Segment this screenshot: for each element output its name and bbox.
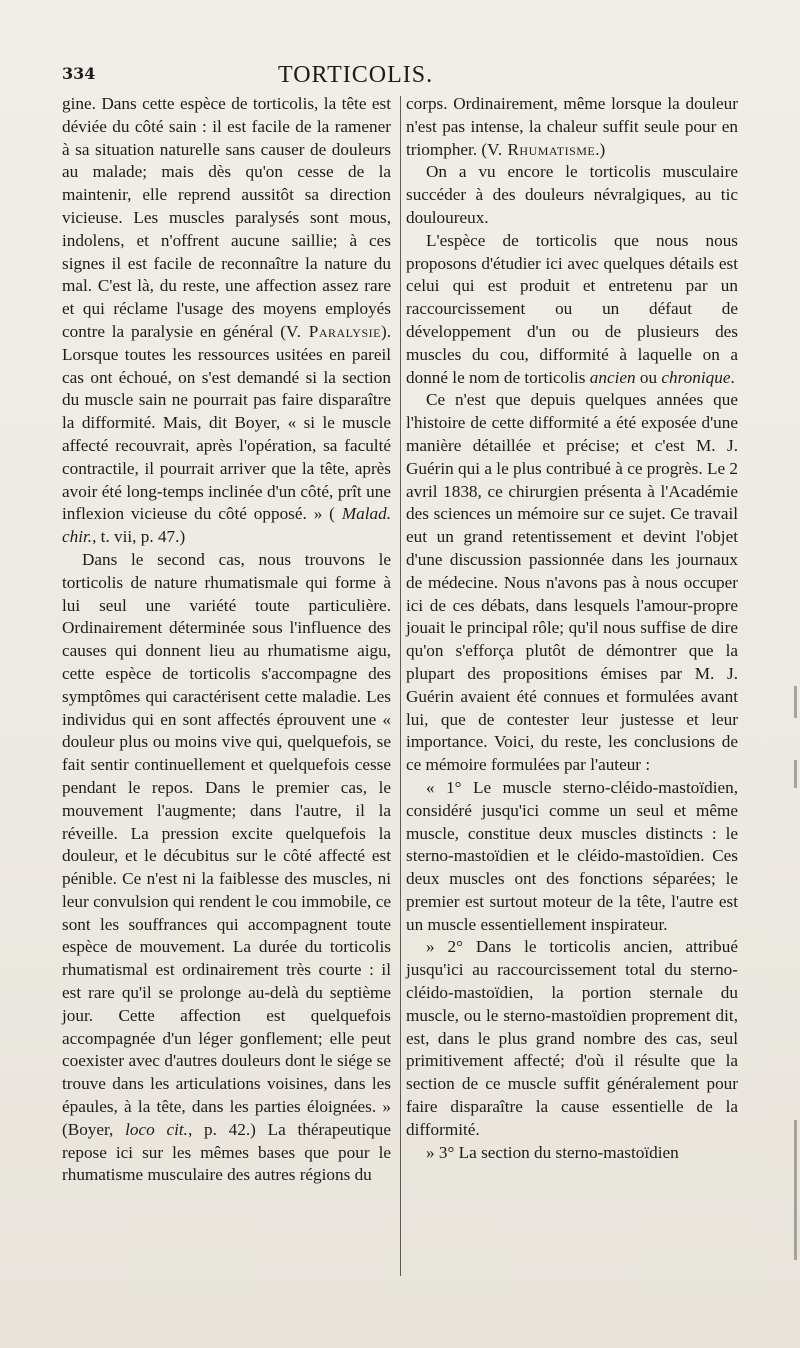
- page-edge-mark: [794, 760, 797, 788]
- paragraph: « 1° Le muscle sterno-cléido-mastoïdien, considéré jusqu'ici comme un seul et même muscle, constitue deux muscles distincts : le sterno-mastoïdien et le cléido-mastoïdien. Ces deux muscles ont des fonctions séparées; le premier est surtout moteur de la tête, l'autre est un muscle essentiellement inspirateur.: [406, 777, 738, 934]
- page-edge-mark: [794, 686, 797, 718]
- paragraph: gine. Dans cette espèce de torticolis, la tête est déviée du côté sain : il est facile de la ramener à sa situation naturelle sans causer de douleurs au malade; mais dès qu'on cesse de la maintenir, elle reprend aussitôt sa direction vicieuse. Les muscles paralysés sont mous, indolens, et n'offrent aucune saillie; à ces signes il est facile de reconnaître la nature du mal. C'est là, du reste, une affection assez rare et qui réclame l'usage des moyens employés contre la paralysie en général (V. Paralysie). Lorsque toutes les ressources usitées en pareil cas ont échoué, on s'est demandé si la section du muscle sain ne pourrait pas faire disparaître la difformité. Mais, dit Boyer, « si le muscle affecté recouvrait, après l'opération, sa faculté contractile, il pourrait arriver que la tête, après avoir été long-temps inclinée d'un côté, prît une inflexion vicieuse du côté opposé. » ( Malad. chir., t. vii, p. 47.): [62, 94, 391, 547]
- column-divider: [400, 96, 401, 1276]
- page-number: 334: [62, 64, 96, 83]
- paragraph: Dans le second cas, nous trouvons le torticolis de nature rhumatismale qui forme à lui seul une variété toute particulière. Ordinairement déterminée sous l'influence des causes qui donnent lieu au rhumatisme aigu, cette espèce de torticolis s'accompagne des symptômes qui caractérisent cette maladie. Les individus qui en sont affectés éprouvent une « douleur plus ou moins vive qui, quelquefois, se fait sentir continuellement et quelquefois cesse pendant le repos. Dans le premier cas, le mouvement l'augmente; dans l'autre, il la réveille. La pression excite quelquefois la douleur, et le décubitus sur le côté affecté est pénible. Ce n'est ni la faiblesse des muscles, ni leur convulsion qui rendent le cou immobile, ce sont les souffrances qui accompagnent toute espèce de mouvement. La durée du torticolis rhumatismal est ordinairement très courte : il est rare qu'il se prolonge au-delà du septième jour. Cette affection est quelquefois accompagnée d'un léger gonflement; elle peut coexister avec d'autres douleurs dont le siége se trouve dans les articulations voisines, dans les épaules, à la tête, dans les parties éloignées. » (Boyer, loco cit., p. 42.) La thérapeutique repose ici sur les mêmes bases que pour le rhumatisme musculaire des autres régions du: [62, 549, 392, 1185]
- page-title: TORTICOLIS.: [278, 62, 434, 88]
- paragraph: » 2° Dans le torticolis ancien, attribué jusqu'ici au raccourcissement total du sterno-cléido-mastoïdien, la portion sternale du muscle, ou le sterno-mastoïdien proprement dit, est, dans le plus grand nombre des cas, seul primitivement affecté; d'où il résulte que la section de ce muscle suffit généralement pour faire disparaître la cause essentielle de la difformité.: [406, 937, 738, 1139]
- paragraph: On a vu encore le torticolis musculaire succéder à des douleurs névralgiques, au tic douloureux.: [406, 162, 738, 227]
- running-head: [62, 62, 760, 94]
- left-column: [62, 93, 391, 1187]
- paragraph: Ce n'est que depuis quelques années que l'histoire de cette difformité a été exposée d'une manière détaillée et précise; et c'est M. J. Guérin qui a le plus contribué à ce progrès. Le 2 avril 1838, ce chirurgien présenta à l'Académie des sciences un mémoire sur ce sujet. Ce travail eut un grand retentissement et devint l'objet d'une discussion passionnée dans les journaux de médecine. Nous n'avons pas à nous occuper ici de ces débats, dans lesquels l'amour-propre jouait le principal rôle; qu'il nous suffise de dire qu'on s'efforça plutôt de démontrer que la plupart des propositions émises par M. J. Guérin avaient été connues et formulées avant lui, que de contester leur justesse et leur importance. Voici, du reste, les conclusions de ce mémoire formulées par l'auteur :: [406, 390, 738, 775]
- page-edge-mark: [794, 1120, 797, 1260]
- paragraph: » 3° La section du sterno-mastoïdien: [426, 1142, 679, 1162]
- paragraph: corps. Ordinairement, même lorsque la douleur n'est pas intense, la chaleur suffit seule pour en triompher. (V. Rhumatisme.): [406, 94, 738, 159]
- right-column: [406, 93, 738, 1164]
- paragraph: L'espèce de torticolis que nous nous proposons d'étudier ici avec quelques détails est celui qui est produit et entretenu par un raccourcissement ou un défaut de développement d'un ou de plusieurs des muscles du cou, difformité à laquelle on a donné le nom de torticolis ancien ou chronique.: [406, 230, 738, 387]
